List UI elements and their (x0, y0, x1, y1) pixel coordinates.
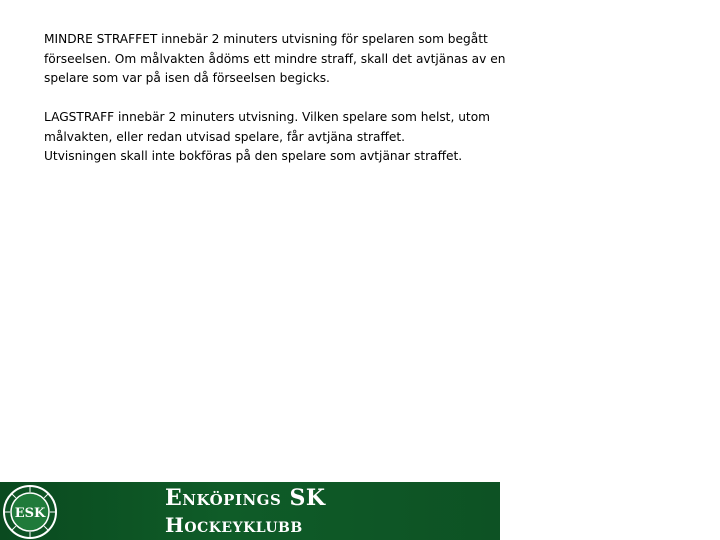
bench-penalty-paragraph (44, 108, 564, 167)
text-line: Utvisningen skall inte bokföras på den spelare som avtjänar straffet. (44, 149, 463, 163)
club-banner (0, 482, 500, 540)
club-name-line1: Enköpings SK (165, 485, 326, 511)
club-name-line2: Hockeyklubb (165, 513, 303, 537)
club-logo-icon (2, 484, 58, 540)
club-name (165, 485, 465, 538)
minor-penalty-paragraph (44, 30, 564, 89)
text-line: spelare som var på isen då förseelsen begicks. (44, 71, 330, 85)
rules-text (44, 30, 564, 167)
text-line: målvakten, eller redan utvisad spelare, får avtjäna straffet. (44, 129, 406, 144)
logo-text: ESK (14, 506, 46, 521)
text-line: förseelsen. Om målvakten ådöms ett mindre straff, skall det avtjänas av en (44, 51, 506, 66)
text-line: LAGSTRAFF innebär 2 minuters utvisning. Vilken spelare som helst, utom (44, 110, 491, 124)
text-line: MINDRE STRAFFET innebär 2 minuters utvisning för spelaren som begått (44, 32, 488, 46)
